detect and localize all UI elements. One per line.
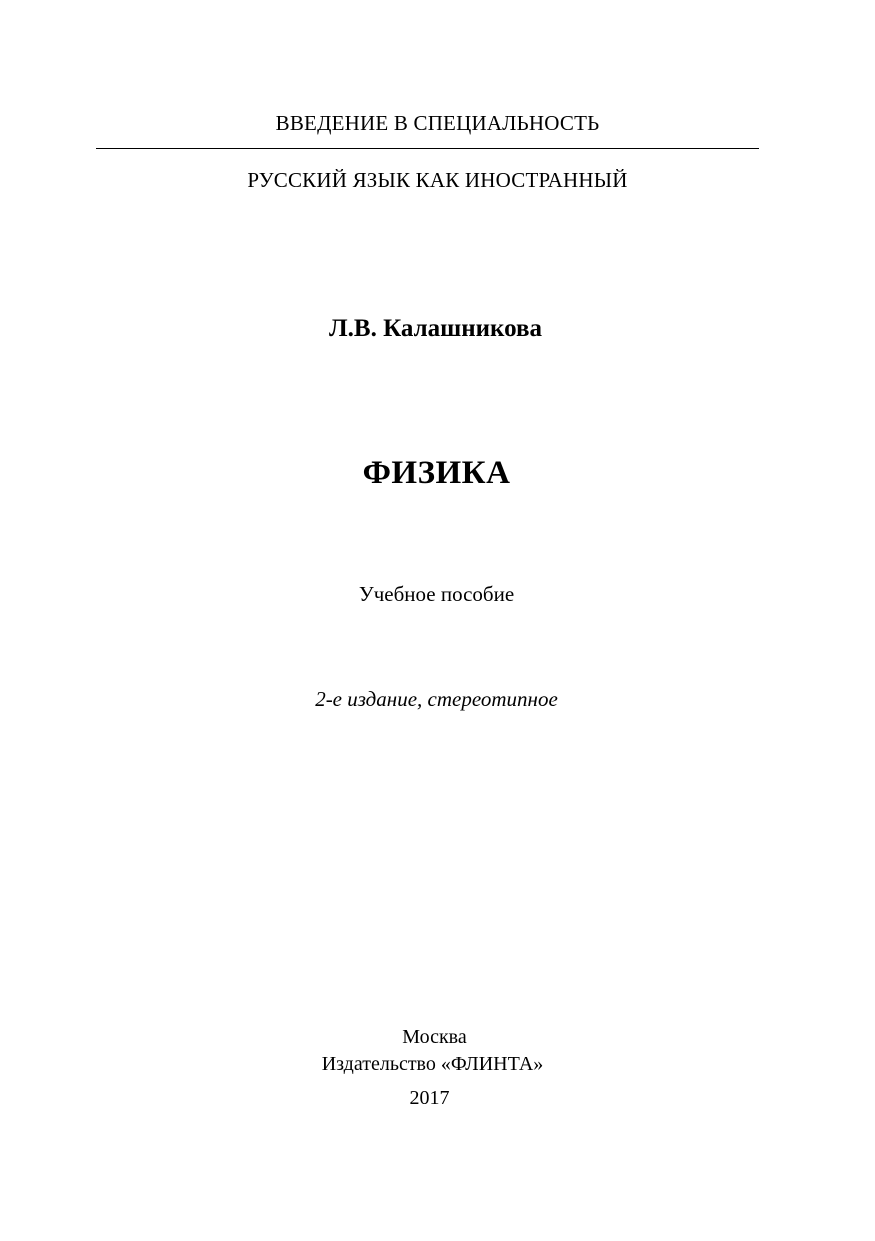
book-title: ФИЗИКА [362, 455, 511, 491]
document-type: Учебное пособие [358, 582, 515, 606]
series-title: ВВЕДЕНИЕ В СПЕЦИАЛЬНОСТЬ [275, 111, 600, 135]
edition-note: 2-е издание, стереотипное [315, 687, 558, 711]
imprint-year: 2017 [409, 1087, 450, 1109]
header-divider [96, 148, 759, 149]
subseries-title: РУССКИЙ ЯЗЫК КАК ИНОСТРАННЫЙ [247, 168, 628, 192]
author-name: Л.В. Калашникова [329, 315, 542, 342]
imprint-publisher: Издательство «ФЛИНТА» [321, 1053, 544, 1075]
imprint-city: Москва [402, 1026, 467, 1048]
